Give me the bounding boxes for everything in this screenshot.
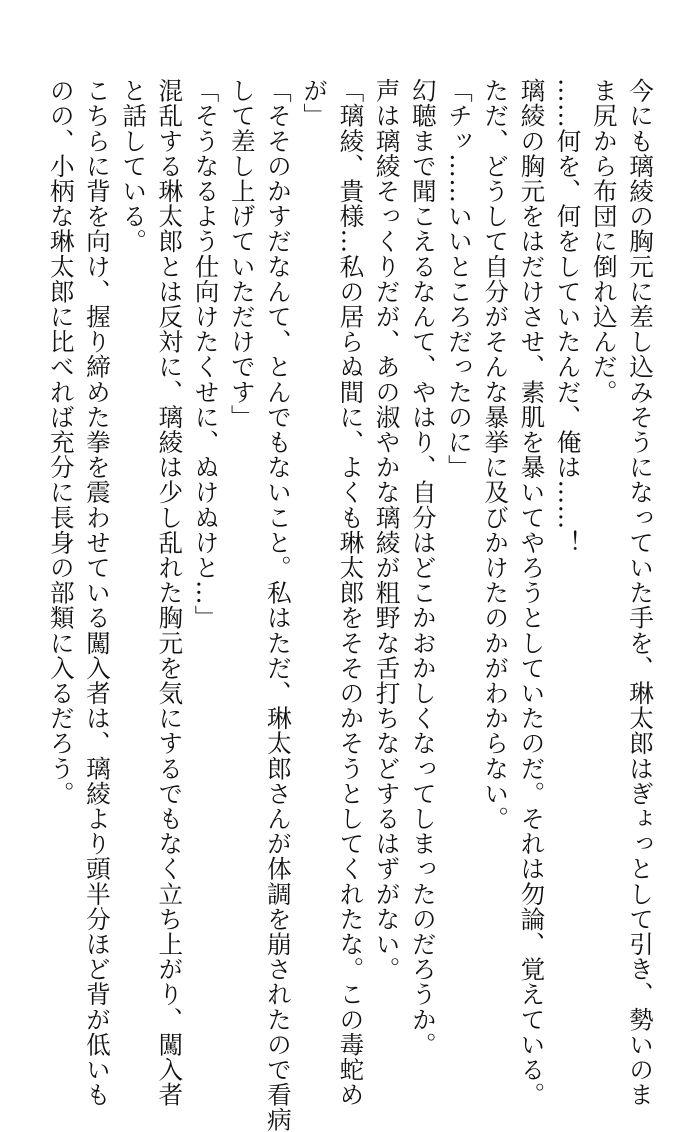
- text-line-15: と話している。: [119, 78, 149, 254]
- text-line-17: のの、小柄な琳太郎に比べれば充分に長身の部類に入るだろう。: [46, 78, 76, 806]
- text-line-8: 声は璃綾そっくりだが、あの淑やかな璃綾が粗野な舌打ちなどするはずがない。: [372, 78, 402, 982]
- text-line-16: こちらに背を向け、握り締めた拳を震わせている闖入者は、璃綾より頭半分ほど背が低いも: [82, 78, 112, 1108]
- text-line-10: が」: [300, 78, 330, 129]
- text-line-13: 「そうなるよう仕向けたくせに、ぬけぬけと…」: [191, 78, 221, 631]
- text-line-6: 「チッ……いいところだったのに」: [444, 78, 474, 480]
- text-line-2: ま尻から布団に倒れ込んだ。: [589, 78, 619, 405]
- text-line-7: 幻聴まで聞こえるなんて、やはり、自分はどこかおかしくなってしまったのだろうか。: [408, 78, 438, 1057]
- text-line-14: 混乱する琳太郎とは反対に、璃綾は少し乱れた胸元を気にするでもなく立ち上がり、闖入者: [155, 78, 185, 1108]
- text-line-3: ……何を、何をしていたんだ、俺は……！: [553, 78, 583, 555]
- text-line-1: 今にも璃綾の胸元に差し込みそうになっていた手を、琳太郎はぎょっとして引き、勢いのま: [626, 78, 655, 1108]
- text-line-5: ただ、どうして自分がそんな暴挙に及びかけたのかがわからない。: [481, 78, 511, 831]
- text-line-11: 「そそのかすだなんて、とんでもないこと。私はただ、琳太郎さんが体調を崩されたので看病: [263, 78, 293, 1132]
- text-line-12: して差し上げていただけです」: [227, 78, 257, 430]
- vertical-text-body: [43, 78, 658, 1132]
- text-line-9: 「璃綾、貴様…私の居らぬ間に、よくも琳太郎をそそのかそうとしてくれたな。この毒蛇め: [336, 78, 366, 1108]
- text-line-4: 璃綾の胸元をはだけさせ、素肌を暴いてやろうとしていたのだ。それは勿論、覚えている。: [517, 78, 547, 1108]
